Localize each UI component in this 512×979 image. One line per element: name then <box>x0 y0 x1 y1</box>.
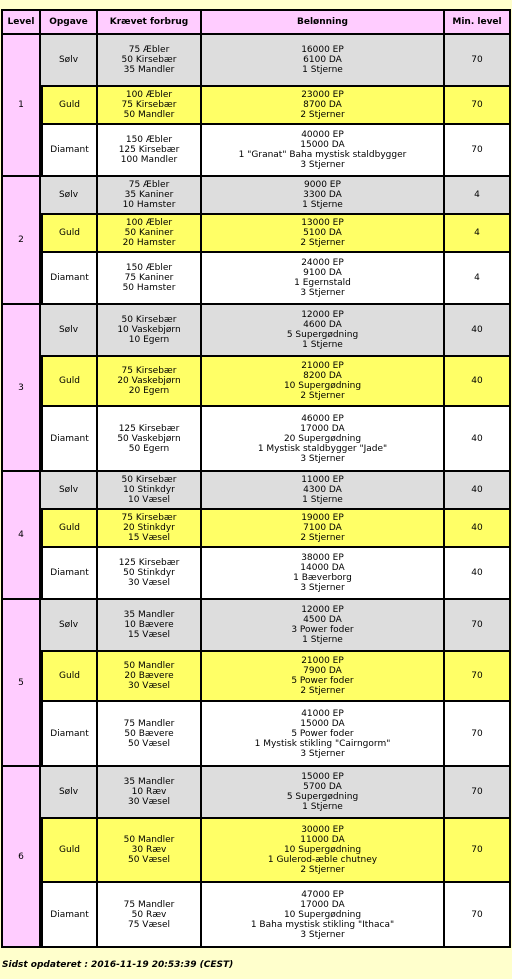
required-item: 150 Æbler <box>125 263 173 273</box>
reward-item: 8200 DA <box>303 371 342 381</box>
task-type-cell: Diamant <box>41 125 98 177</box>
task-row <box>1 305 511 357</box>
reward-item: 8700 DA <box>303 100 342 110</box>
task-row <box>1 35 511 87</box>
task-row <box>1 510 511 548</box>
reward-item: 3 Stjerner <box>300 453 345 464</box>
min-level-cell: 70 <box>445 87 511 125</box>
task-type-cell: Sølv <box>41 472 98 510</box>
reward-item: 1 Mystisk staldbygger "Jade" <box>257 443 388 454</box>
reward-item: 1 Stjerne <box>302 200 343 210</box>
min-level-cell: 40 <box>445 305 511 357</box>
reward-cell <box>202 883 445 948</box>
level-cell: 4 <box>1 472 41 600</box>
reward-item: 5 Supergødning <box>286 792 359 802</box>
required-cell <box>98 357 202 407</box>
required-item: 10 Hamster <box>122 200 176 210</box>
reward-item: 3 Stjerner <box>300 160 345 170</box>
reward-item: 10 Supergødning <box>283 909 362 920</box>
required-cell <box>98 35 202 87</box>
required-item: 75 Kirsebær <box>121 100 177 110</box>
reward-item: 10 Supergødning <box>283 381 362 391</box>
task-row <box>1 548 511 600</box>
reward-item: 5 Power foder <box>291 676 354 686</box>
required-item: 75 Æbler <box>128 180 170 190</box>
reward-item: 40000 EP <box>301 130 344 140</box>
required-item: 50 Mandler <box>123 835 175 845</box>
reward-item: 17000 DA <box>300 899 345 910</box>
header-min-level: Min. level <box>445 9 511 35</box>
required-item: 35 Mandler <box>123 610 175 620</box>
task-type-cell: Sølv <box>41 305 98 357</box>
required-item: 125 Kirsebær <box>118 145 180 155</box>
quest-table <box>1 9 511 948</box>
task-type-cell: Guld <box>41 87 98 125</box>
reward-cell <box>202 35 445 87</box>
required-item: 75 Væsel <box>127 919 171 930</box>
required-cell <box>98 600 202 652</box>
required-item: 30 Væsel <box>127 681 171 691</box>
reward-item: 1 Gulerod-æble chutney <box>267 855 378 865</box>
required-item: 50 Kirsebær <box>121 315 177 325</box>
task-row <box>1 253 511 305</box>
required-item: 100 Æbler <box>125 218 173 228</box>
reward-item: 1 Egernstald <box>294 278 351 288</box>
min-level-cell: 70 <box>445 125 511 177</box>
reward-item: 5 Supergødning <box>286 330 359 340</box>
required-cell <box>98 305 202 357</box>
reward-item: 16000 EP <box>301 45 344 55</box>
reward-item: 2 Stjerner <box>300 533 345 543</box>
header-task: Opgave <box>41 9 98 35</box>
header-required: Krævet forbrug <box>98 9 202 35</box>
reward-item: 1 Mystisk stikling "Cairngorm" <box>254 738 391 749</box>
reward-item: 3 Stjerner <box>300 583 345 593</box>
reward-item: 1 Bæverborg <box>293 573 352 583</box>
required-item: 50 Ræv <box>131 909 167 920</box>
reward-item: 4600 DA <box>303 320 342 330</box>
reward-item: 15000 EP <box>301 772 344 782</box>
reward-cell <box>202 87 445 125</box>
task-row <box>1 600 511 652</box>
required-cell <box>98 767 202 819</box>
required-item: 10 Ræv <box>131 787 167 797</box>
reward-item: 3300 DA <box>303 190 342 200</box>
task-type-cell: Sølv <box>41 767 98 819</box>
required-item: 30 Væsel <box>127 797 171 807</box>
reward-item: 1 "Granat" Baha mystisk staldbygger <box>238 150 407 160</box>
required-item: 50 Bævere <box>124 728 174 739</box>
header-row <box>1 9 511 35</box>
reward-item: 21000 EP <box>301 361 344 371</box>
required-cell <box>98 652 202 702</box>
required-item: 50 Hamster <box>122 283 176 293</box>
required-item: 10 Væsel <box>127 495 171 505</box>
reward-item: 13000 EP <box>301 218 344 228</box>
reward-cell <box>202 600 445 652</box>
task-type-cell: Diamant <box>41 702 98 767</box>
required-item: 75 Kirsebær <box>121 513 177 523</box>
reward-item: 30000 EP <box>301 825 344 835</box>
required-cell <box>98 87 202 125</box>
level-cell: 2 <box>1 177 41 305</box>
reward-item: 9000 EP <box>304 180 341 190</box>
task-type-cell: Diamant <box>41 407 98 472</box>
task-type-cell: Guld <box>41 215 98 253</box>
min-level-cell: 70 <box>445 35 511 87</box>
reward-item: 11000 DA <box>300 835 345 845</box>
reward-item: 6100 DA <box>303 55 342 65</box>
required-item: 50 Væsel <box>127 738 171 749</box>
reward-cell <box>202 767 445 819</box>
reward-item: 24000 EP <box>301 258 344 268</box>
reward-item: 9100 DA <box>303 268 342 278</box>
required-item: 30 Væsel <box>127 578 171 588</box>
required-item: 10 Egern <box>128 335 170 345</box>
reward-cell <box>202 548 445 600</box>
min-level-cell: 40 <box>445 407 511 472</box>
required-item: 50 Væsel <box>127 855 171 865</box>
required-item: 50 Kaniner <box>124 228 174 238</box>
reward-item: 15000 DA <box>300 140 345 150</box>
required-cell <box>98 819 202 883</box>
task-type-cell: Sølv <box>41 177 98 215</box>
required-item: 20 Vaskebjørn <box>117 376 181 386</box>
task-type-cell: Guld <box>41 510 98 548</box>
required-item: 75 Mandler <box>123 899 175 910</box>
required-cell <box>98 702 202 767</box>
required-cell <box>98 472 202 510</box>
level-cell: 3 <box>1 305 41 472</box>
required-item: 125 Kirsebær <box>118 558 180 568</box>
task-type-cell: Diamant <box>41 548 98 600</box>
task-row <box>1 125 511 177</box>
reward-cell <box>202 407 445 472</box>
required-item: 75 Mandler <box>123 718 175 729</box>
min-level-cell: 4 <box>445 177 511 215</box>
reward-item: 3 Stjerner <box>300 288 345 298</box>
required-item: 30 Ræv <box>131 845 167 855</box>
reward-item: 4500 DA <box>303 615 342 625</box>
reward-cell <box>202 819 445 883</box>
task-type-cell: Diamant <box>41 883 98 948</box>
min-level-cell: 4 <box>445 253 511 305</box>
task-row <box>1 883 511 948</box>
required-item: 20 Egern <box>128 386 170 396</box>
reward-cell <box>202 305 445 357</box>
header-level: Level <box>1 9 41 35</box>
reward-cell <box>202 215 445 253</box>
task-row <box>1 767 511 819</box>
reward-item: 7100 DA <box>303 523 342 533</box>
required-item: 100 Æbler <box>125 90 173 100</box>
required-cell <box>98 407 202 472</box>
min-level-cell: 70 <box>445 767 511 819</box>
reward-item: 5100 DA <box>303 228 342 238</box>
required-item: 20 Hamster <box>122 238 176 248</box>
task-row <box>1 87 511 125</box>
required-item: 15 Væsel <box>127 630 171 640</box>
header-reward: Belønning <box>202 9 445 35</box>
min-level-cell: 40 <box>445 357 511 407</box>
reward-cell <box>202 357 445 407</box>
task-type-cell: Sølv <box>41 600 98 652</box>
reward-item: 1 Stjerne <box>302 65 343 75</box>
reward-item: 1 Stjerne <box>302 802 343 812</box>
task-row <box>1 702 511 767</box>
reward-item: 10 Supergødning <box>283 845 362 855</box>
reward-item: 14000 DA <box>300 563 345 573</box>
level-cell: 5 <box>1 600 41 767</box>
task-row <box>1 357 511 407</box>
reward-cell <box>202 177 445 215</box>
level-cell: 1 <box>1 35 41 177</box>
min-level-cell: 70 <box>445 883 511 948</box>
task-type-cell: Sølv <box>41 35 98 87</box>
last-updated-footer: Sidst opdateret : 2016-11-19 20:53:39 (CEST) <box>2 960 234 970</box>
task-type-cell: Diamant <box>41 253 98 305</box>
reward-cell <box>202 702 445 767</box>
required-item: 75 Kaniner <box>124 273 174 283</box>
task-row <box>1 472 511 510</box>
min-level-cell: 40 <box>445 472 511 510</box>
reward-item: 3 Stjerner <box>300 748 345 759</box>
required-item: 150 Æbler <box>125 135 173 145</box>
required-item: 125 Kirsebær <box>118 423 180 434</box>
reward-cell <box>202 510 445 548</box>
required-item: 50 Kirsebær <box>121 55 177 65</box>
min-level-cell: 70 <box>445 819 511 883</box>
task-row <box>1 177 511 215</box>
reward-item: 2 Stjerner <box>300 238 345 248</box>
required-item: 35 Mandler <box>123 65 175 75</box>
reward-item: 2 Stjerner <box>300 865 345 875</box>
reward-item: 12000 EP <box>301 605 344 615</box>
required-item: 10 Bævere <box>124 620 174 630</box>
table-body <box>1 35 511 948</box>
reward-cell <box>202 125 445 177</box>
reward-item: 5700 DA <box>303 782 342 792</box>
required-item: 50 Vaskebjørn <box>117 433 181 444</box>
reward-item: 1 Stjerne <box>302 495 343 505</box>
required-cell <box>98 883 202 948</box>
task-row <box>1 407 511 472</box>
reward-cell <box>202 253 445 305</box>
min-level-cell: 40 <box>445 548 511 600</box>
required-item: 10 Vaskebjørn <box>117 325 181 335</box>
reward-item: 46000 EP <box>301 413 344 424</box>
min-level-cell: 4 <box>445 215 511 253</box>
reward-cell <box>202 472 445 510</box>
reward-item: 23000 EP <box>301 90 344 100</box>
reward-item: 1 Stjerne <box>302 340 343 350</box>
reward-item: 17000 DA <box>300 423 345 434</box>
reward-item: 2 Stjerner <box>300 391 345 401</box>
required-item: 20 Bævere <box>124 671 174 681</box>
reward-cell <box>202 652 445 702</box>
required-cell <box>98 125 202 177</box>
required-item: 35 Mandler <box>123 777 175 787</box>
task-type-cell: Guld <box>41 819 98 883</box>
required-item: 50 Mandler <box>123 661 175 671</box>
required-item: 100 Mandler <box>120 155 178 165</box>
required-item: 10 Stinkdyr <box>123 485 175 495</box>
reward-item: 4300 DA <box>303 485 342 495</box>
required-item: 50 Stinkdyr <box>123 568 175 578</box>
reward-item: 38000 EP <box>301 553 344 563</box>
task-type-cell: Guld <box>41 652 98 702</box>
required-cell <box>98 253 202 305</box>
reward-item: 1 Stjerne <box>302 635 343 645</box>
reward-item: 5 Power foder <box>291 728 354 739</box>
min-level-cell: 40 <box>445 510 511 548</box>
reward-item: 19000 EP <box>301 513 344 523</box>
reward-item: 47000 EP <box>301 889 344 900</box>
reward-item: 2 Stjerner <box>300 686 345 696</box>
reward-item: 7900 DA <box>303 666 342 676</box>
required-cell <box>98 215 202 253</box>
required-item: 50 Mandler <box>123 110 175 120</box>
reward-item: 21000 EP <box>301 656 344 666</box>
min-level-cell: 70 <box>445 652 511 702</box>
task-type-cell: Guld <box>41 357 98 407</box>
required-cell <box>98 510 202 548</box>
task-row <box>1 819 511 883</box>
required-item: 75 Kirsebær <box>121 366 177 376</box>
required-item: 35 Kaniner <box>124 190 174 200</box>
min-level-cell: 70 <box>445 702 511 767</box>
required-item: 75 Æbler <box>128 45 170 55</box>
required-item: 50 Egern <box>128 443 170 454</box>
reward-item: 1 Baha mystisk stikling "Ithaca" <box>250 919 395 930</box>
required-item: 20 Stinkdyr <box>123 523 175 533</box>
required-cell <box>98 177 202 215</box>
task-row <box>1 215 511 253</box>
level-cell: 6 <box>1 767 41 948</box>
reward-item: 41000 EP <box>301 708 344 719</box>
reward-item: 11000 EP <box>301 475 344 485</box>
min-level-cell: 70 <box>445 600 511 652</box>
reward-item: 15000 DA <box>300 718 345 729</box>
task-row <box>1 652 511 702</box>
reward-item: 2 Stjerner <box>300 110 345 120</box>
reward-item: 3 Stjerner <box>300 929 345 940</box>
required-cell <box>98 548 202 600</box>
reward-item: 20 Supergødning <box>283 433 362 444</box>
required-item: 50 Kirsebær <box>121 475 177 485</box>
reward-item: 3 Power foder <box>291 625 354 635</box>
required-item: 15 Væsel <box>127 533 171 543</box>
reward-item: 12000 EP <box>301 310 344 320</box>
